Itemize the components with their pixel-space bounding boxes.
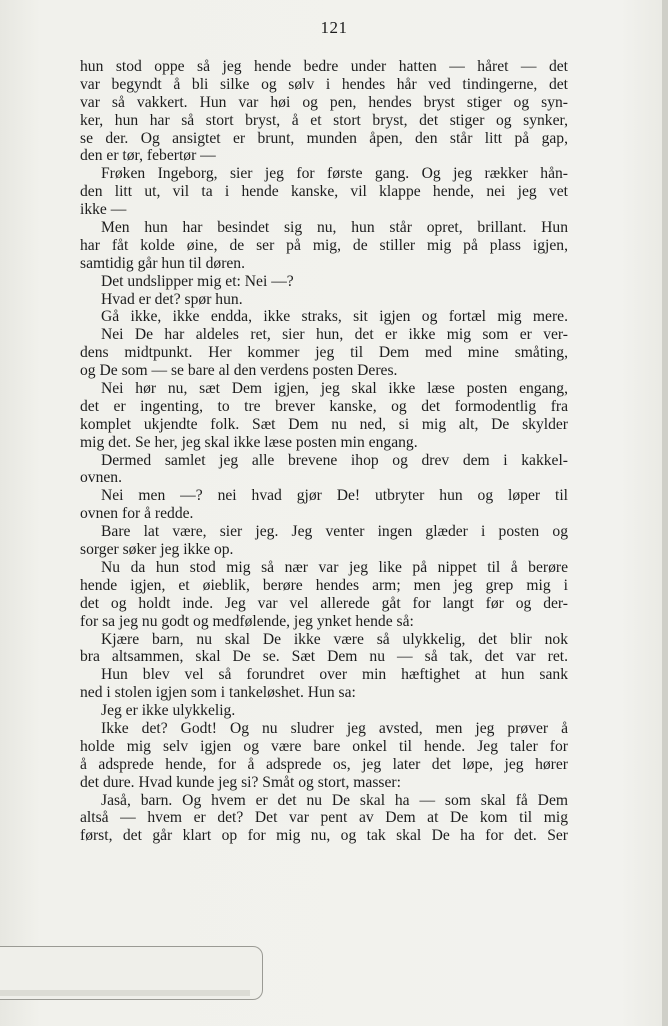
text-line: hun stod oppe så jeg hende bedre under hatten — håret — det bbox=[80, 58, 568, 75]
text-line: sorger søker jeg ikke op. bbox=[80, 541, 234, 559]
text-line: Ikke det? Godt! Og nu sludrer jeg avsted, men jeg prøver å bbox=[101, 719, 568, 737]
text-line: det og holdt inde. Jeg var vel allerede gåt for langt før og der- bbox=[80, 594, 568, 612]
text-line: bra altsammen, skal De se. Sæt Dem nu — så tak, det var ret. bbox=[80, 648, 568, 666]
text-line: og De som — se bare al den verdens posten Deres. bbox=[80, 362, 398, 380]
text-line: Jeg er ikke ulykkelig. bbox=[101, 702, 236, 720]
text-line: har fåt kolde øine, de ser på mig, de stiller mig på plass igjen, bbox=[80, 236, 568, 254]
text-line: det er ingenting, to tre brever kanske, og det formodentlig fra bbox=[80, 397, 568, 415]
paper-slip-shadow bbox=[0, 990, 250, 996]
text-line: den litt ut, vil ta i hende kanske, vil klappe hende, nei jeg vet bbox=[80, 183, 568, 201]
text-line: hende igjen, et øieblik, berøre hendes arm; men jeg grep mig i bbox=[80, 576, 568, 594]
text-line: Det undslipper mig et: Nei —? bbox=[101, 272, 294, 290]
text-line: for sa jeg nu godt og medfølende, jeg ynket hende så: bbox=[80, 612, 414, 630]
text-line: det dure. Hvad kunde jeg si? Småt og stort, masser: bbox=[80, 773, 401, 791]
text-line: å adsprede hende, for å adsprede os, jeg later det løpe, jeg hører bbox=[80, 755, 568, 773]
text-line: samtidig går hun til døren. bbox=[80, 254, 246, 272]
text-line: Dermed samlet jeg alle brevene ihop og drev dem i kakkel- bbox=[101, 451, 568, 469]
text-line: først, det går klart op for mig nu, og tak skal De ha for det. Ser bbox=[80, 827, 568, 845]
text-line: Bare lat være, sier jeg. Jeg venter ingen glæder i posten og bbox=[101, 523, 568, 541]
text-line: Nu da hun stod mig så nær var jeg like på nippet til å berøre bbox=[101, 558, 568, 576]
text-line: se der. Og ansigtet er brunt, munden åpen, den står litt på gap, bbox=[80, 129, 568, 147]
body-text bbox=[80, 58, 568, 845]
text-line: Nei hør nu, sæt Dem igjen, jeg skal ikke læse posten engang, bbox=[101, 380, 568, 398]
text-line: Nei De har aldeles ret, sier hun, det er ikke mig som er ver- bbox=[101, 326, 568, 344]
page-number: 121 bbox=[320, 18, 348, 37]
text-line: den er tør, febertør — bbox=[80, 147, 216, 165]
text-line: ker, hun har så stort bryst, å et stort bryst, det stiger og synker, bbox=[80, 111, 568, 129]
text-line: ikke — bbox=[80, 201, 127, 219]
text-line: altså — hvem er det? Det var pent av Dem at De kom til mig bbox=[80, 809, 568, 827]
text-line: dens midtpunkt. Her kommer jeg til Dem med mine småting, bbox=[80, 344, 568, 362]
text-line: var så vakkert. Hun var høi og pen, hendes bryst stiger og syn- bbox=[80, 93, 568, 111]
text-line: Hvad er det? spør hun. bbox=[101, 290, 243, 308]
text-line: Jaså, barn. Og hvem er det nu De skal ha — som skal få Dem bbox=[101, 791, 568, 809]
text-line: holde mig selv igjen og være bare onkel til hende. Jeg taler for bbox=[80, 737, 568, 755]
page-edge bbox=[662, 0, 668, 1026]
text-line: Nei men —? nei hvad gjør De! utbryter hun og løper til bbox=[101, 487, 568, 505]
text-line: ned i stolen igjen som i tankeløshet. Hun sa: bbox=[80, 684, 356, 702]
text-line: mig det. Se her, jeg skal ikke læse posten min engang. bbox=[80, 433, 418, 451]
text-line: Hun blev vel så forundret over min hæftighet at hun sank bbox=[101, 666, 568, 684]
text-line: Gå ikke, ikke endda, ikke straks, sit igjen og fortæl mig mere. bbox=[101, 308, 568, 326]
text-line: Frøken Ingeborg, sier jeg for første gang. Og jeg rækker hån- bbox=[101, 165, 568, 183]
text-line: komplet ukjendte folk. Sæt Dem nu ned, si mig alt, De skylder bbox=[80, 415, 568, 433]
text-line: Kjære barn, nu skal De ikke være så ulykkelig, det blir nok bbox=[101, 630, 568, 648]
text-line: ovnen. bbox=[80, 469, 123, 487]
text-line: Men hun har besindet sig nu, hun står opret, brillant. Hun bbox=[101, 219, 568, 237]
text-line: var begyndt å bli silke og sølv i hendes hår ved tindingerne, det bbox=[80, 75, 568, 93]
text-line: ovnen for å redde. bbox=[80, 505, 194, 523]
